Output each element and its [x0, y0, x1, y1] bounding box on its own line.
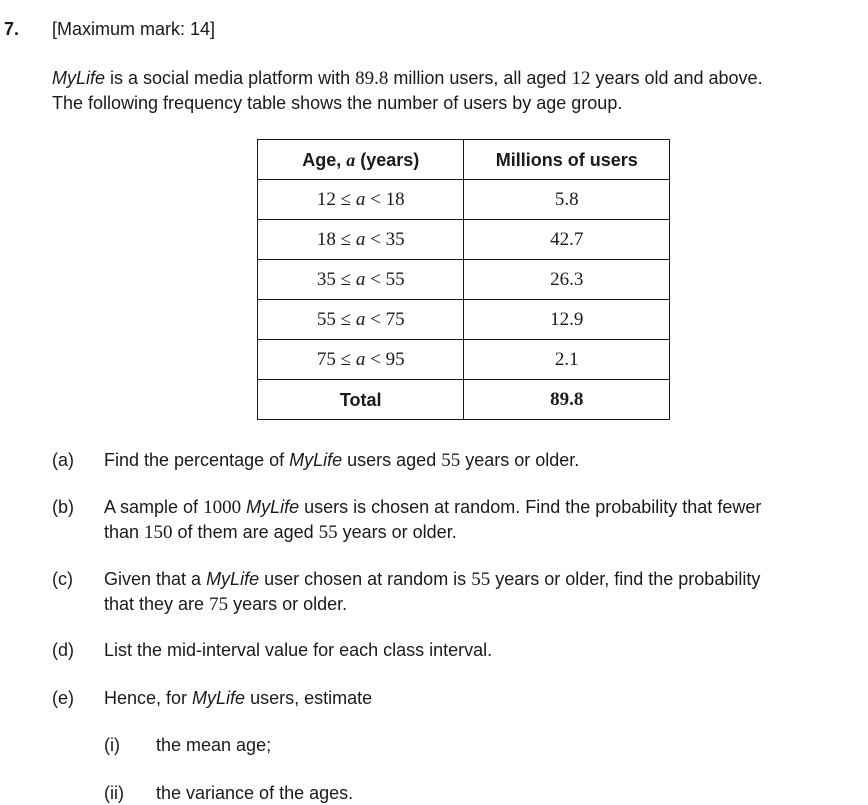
table-body [258, 180, 670, 380]
range-le-symbol: ≤ [340, 228, 352, 250]
part-b-line-2 [104, 520, 864, 545]
intro-text: is a social media platform with [105, 68, 356, 88]
part-text: than [104, 522, 145, 542]
app-name: MyLife [192, 688, 246, 708]
total-users-value: 89.8 [355, 68, 389, 89]
range-le-symbol: ≤ [340, 308, 352, 330]
part-e-label: (e) [52, 688, 74, 708]
part-text: Find the percentage of [104, 450, 290, 470]
table-row [258, 180, 670, 220]
range-upper-bound: 18 [385, 188, 405, 210]
range-lower-bound: 55 [316, 308, 336, 330]
number: 55 [441, 450, 461, 471]
range-variable: a [355, 308, 366, 330]
total-label: Total [258, 380, 464, 420]
part-text: that they are [104, 594, 210, 614]
users-cell: 42.7 [464, 220, 670, 260]
range-upper-bound: 75 [385, 308, 405, 330]
frequency-table [257, 139, 670, 420]
part-text: user chosen at random is [259, 569, 472, 589]
users-cell: 12.9 [464, 300, 670, 340]
table-header-row [258, 140, 670, 180]
users-cell: 26.3 [464, 260, 670, 300]
range-lower-bound: 18 [316, 228, 336, 250]
number: 1000 [203, 497, 242, 518]
table-row [258, 340, 670, 380]
part-text: Hence, for [104, 688, 193, 708]
part-text: years or older. [460, 450, 580, 470]
range-variable: a [355, 228, 366, 250]
age-range-cell [258, 300, 464, 340]
max-mark: [Maximum mark: 14] [52, 19, 216, 39]
header-age-unit: (years) [355, 149, 420, 170]
part-text: years or older, find the probability [490, 569, 761, 589]
range-lower-bound: 35 [316, 268, 336, 290]
range-lt-symbol: < [370, 228, 381, 250]
users-cell: 5.8 [464, 180, 670, 220]
table-total-row [258, 380, 670, 420]
range-lower-bound: 75 [316, 348, 336, 370]
range-variable: a [355, 348, 366, 370]
range-lt-symbol: < [370, 268, 381, 290]
part-a-line-1 [104, 448, 864, 473]
part-d-label: (d) [52, 640, 74, 660]
table-row [258, 260, 670, 300]
part-d-text [104, 638, 864, 662]
header-age [258, 140, 464, 180]
part-text: Given that a [104, 569, 207, 589]
range-upper-bound: 55 [385, 268, 405, 290]
number: 75 [209, 594, 229, 615]
min-age-value: 12 [571, 68, 591, 89]
app-name: MyLife [206, 569, 260, 589]
range-lt-symbol: < [370, 348, 381, 370]
number: 55 [471, 569, 491, 590]
part-b-label: (b) [52, 497, 74, 517]
part-text: A sample of [104, 497, 204, 517]
part-text: users, estimate [245, 688, 373, 708]
header-users: Millions of users [464, 140, 670, 180]
part-a-text [104, 448, 864, 473]
part-e-ii-label: (ii) [104, 783, 124, 803]
number: 55 [318, 522, 338, 543]
table-row [258, 220, 670, 260]
range-le-symbol: ≤ [340, 188, 352, 210]
range-lower-bound: 12 [316, 188, 336, 210]
app-name: MyLife [52, 68, 106, 88]
part-c-text [104, 567, 864, 617]
part-c-line-1 [104, 567, 864, 592]
range-lt-symbol: < [370, 308, 381, 330]
intro-paragraph [52, 66, 862, 115]
question-number: 7. [4, 19, 20, 39]
total-value: 89.8 [464, 380, 670, 420]
part-text: years or older. [337, 522, 457, 542]
age-range-cell [258, 260, 464, 300]
range-lt-symbol: < [370, 188, 381, 210]
age-range-cell [258, 220, 464, 260]
part-c-label: (c) [52, 569, 73, 589]
intro-line-2: The following frequency table shows the number of users by age group. [52, 93, 623, 113]
header-age-text: Age, [302, 149, 347, 170]
app-name: MyLife [289, 450, 343, 470]
range-le-symbol: ≤ [340, 268, 352, 290]
number: 150 [144, 522, 173, 543]
part-d-line-1: List the mid-interval value for each class interval. [104, 640, 493, 660]
intro-text: years old and above. [590, 68, 763, 88]
range-upper-bound: 35 [385, 228, 405, 250]
part-a-label: (a) [52, 450, 74, 470]
intro-line-1 [52, 66, 862, 91]
age-range-cell [258, 340, 464, 380]
age-range-cell [258, 180, 464, 220]
part-b-text [104, 495, 864, 545]
part-e-text [104, 686, 864, 710]
part-e-line-1 [104, 686, 864, 710]
part-text: users is chosen at random. Find the probability that fewer [299, 497, 762, 517]
app-name: MyLife [246, 497, 300, 517]
part-text: of them are aged [172, 522, 319, 542]
range-le-symbol: ≤ [340, 348, 352, 370]
part-text: years or older. [228, 594, 348, 614]
part-c-line-2 [104, 592, 864, 617]
header-age-variable: a [346, 149, 356, 170]
range-upper-bound: 95 [385, 348, 405, 370]
table-row [258, 300, 670, 340]
users-cell: 2.1 [464, 340, 670, 380]
intro-text: million users, all aged [388, 68, 572, 88]
range-variable: a [355, 188, 366, 210]
part-e-ii-text: the variance of the ages. [156, 783, 354, 803]
range-variable: a [355, 268, 366, 290]
part-b-line-1 [104, 495, 864, 520]
part-e-i-label: (i) [104, 735, 120, 755]
part-text: users aged [342, 450, 442, 470]
part-e-i-text: the mean age; [156, 735, 272, 755]
